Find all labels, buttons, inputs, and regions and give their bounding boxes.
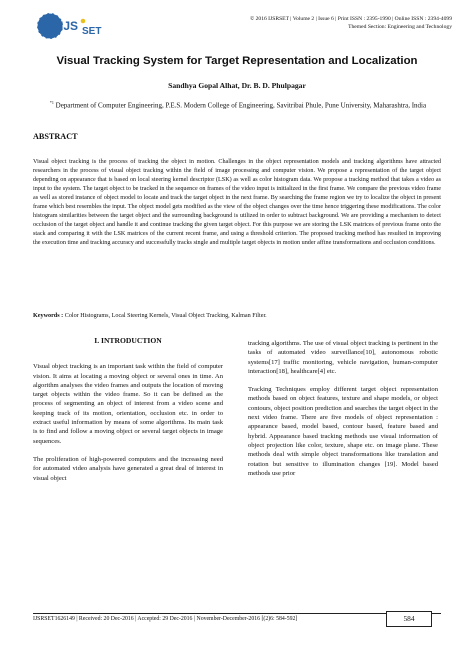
paragraph: Tracking Techniques employ different target object representation methods based on object features, texture and shape models, or object contours, object position prediction and searches the target object in the next video frame. There are five models of object representation : appearance based, model based, contour based, feature based and hybrid. Appearance based tracking methods use visual information of object projection like color, texture, shape etc. on image plane. These methods deal with simple object transformations like translation and rotation but sensitive to illumination changes [19]. Model based methods use prior: [248, 386, 438, 477]
right-column: [248, 339, 438, 487]
svg-text:SET: SET: [82, 26, 102, 37]
page-number: 584: [386, 611, 432, 627]
left-column: [33, 336, 223, 492]
ijsrset-logo-icon: [30, 9, 120, 43]
keywords-line: [33, 312, 441, 321]
footer-citation: IJSRSET1626149 | Received: 20 Dec-2016 | Accepted: 29 Dec-2016 | November-December-2016 [(2)6: 584-592]: [33, 616, 298, 622]
affiliation-text: Department of Computer Engineering, P.E.S. Modern College of Engineering, Savitribai Phule, Pune University, Maharashtra, India: [55, 101, 427, 110]
keywords-label: Keywords :: [33, 313, 64, 319]
paragraph: The proliferation of high-powered computers and the increasing need for automated video analysis have generated a great deal of interest in visual object: [33, 455, 223, 482]
author-affiliation: [48, 98, 428, 111]
paragraph: tracking algorithms. The use of visual object tracking is pertinent in the tasks of automated video surveillance[10], autonomous robotic systems[17] traffic monitoring, vehicle navigation, human-computer interaction[18], healthcare[4] etc.: [248, 340, 438, 375]
abstract-body: Visual object tracking is the process of tracking the object in motion. Challenges in the object representation models and tracking algorithms have attracted researchers in the process of visual object tracking within the field of image processing and computer vision. We propose a representation of the target object depending on appearance that is based on local steering kernel descriptor (LSK) as well as color histogram data. We propose a tracking method that takes a video as input to the system. The target object to be tracked in the sequence on frames of the video input is initialized in the first frame. We compare the previous video frame as well as stored instance of object model to locate and track the target object in the next frame. By searching the frame region we try to localize the object in present frame which best resembles the input. The object model gets modified as the view of the object changes over the time hence triggering these modifications. The color histogram similarities between the target object and the surrounding background is utilized in order to subtract background. We are providing a mechanism to detect occlusion of the target object and handle it and continue tracking the given target object. For this purpose we are storing the LSK matrices of previous frame onto the stack and comparing it with the LSK matrices of the current recent frame, and using a threshold criterion. The proposed tracking method has resulted in improving the execution time and tracking accuracy and successfully tracks single and multiple target objects in motion under affine transformations and occlusion conditions.: [33, 159, 441, 246]
journal-header: [152, 15, 452, 31]
journal-logo: [30, 9, 120, 43]
footer-divider: [33, 613, 441, 614]
svg-text:IJS: IJS: [60, 19, 79, 33]
affiliation-marker: *1: [49, 100, 54, 105]
paragraph: Visual object tracking is an important task within the field of computer vision. It aims at locating a moving object or several ones in time. An algorithm analyses the video frames and outputs the location of moving target objects within the video frame. So it can be defined as the process of segmenting an object of interest from a video scene and keeping track of its motion, orientation, occlusion etc. in order to extract useful information by means of some algorithms. Its main task is to find and follow a moving object or several target objects in image sequences.: [33, 363, 223, 445]
header-section-line: Themed Section: Engineering and Technology: [348, 24, 452, 30]
paper-authors: Sandhya Gopal Alhat, Dr. B. D. Phulpagar: [168, 81, 306, 90]
header-issue-line: © 2016 IJSRSET | Volume 2 | Issue 6 | Print ISSN : 2395-1990 | Online ISSN : 2394-4099: [249, 16, 452, 22]
paper-title: Visual Tracking System for Target Representation and Localization: [56, 55, 418, 67]
section-heading-introduction: I. INTRODUCTION: [94, 336, 162, 345]
abstract-heading: ABSTRACT: [33, 132, 78, 141]
keywords-text: Color Histograms, Local Steering Kernels, Visual Object Tracking, Kalman Filter.: [64, 313, 267, 319]
